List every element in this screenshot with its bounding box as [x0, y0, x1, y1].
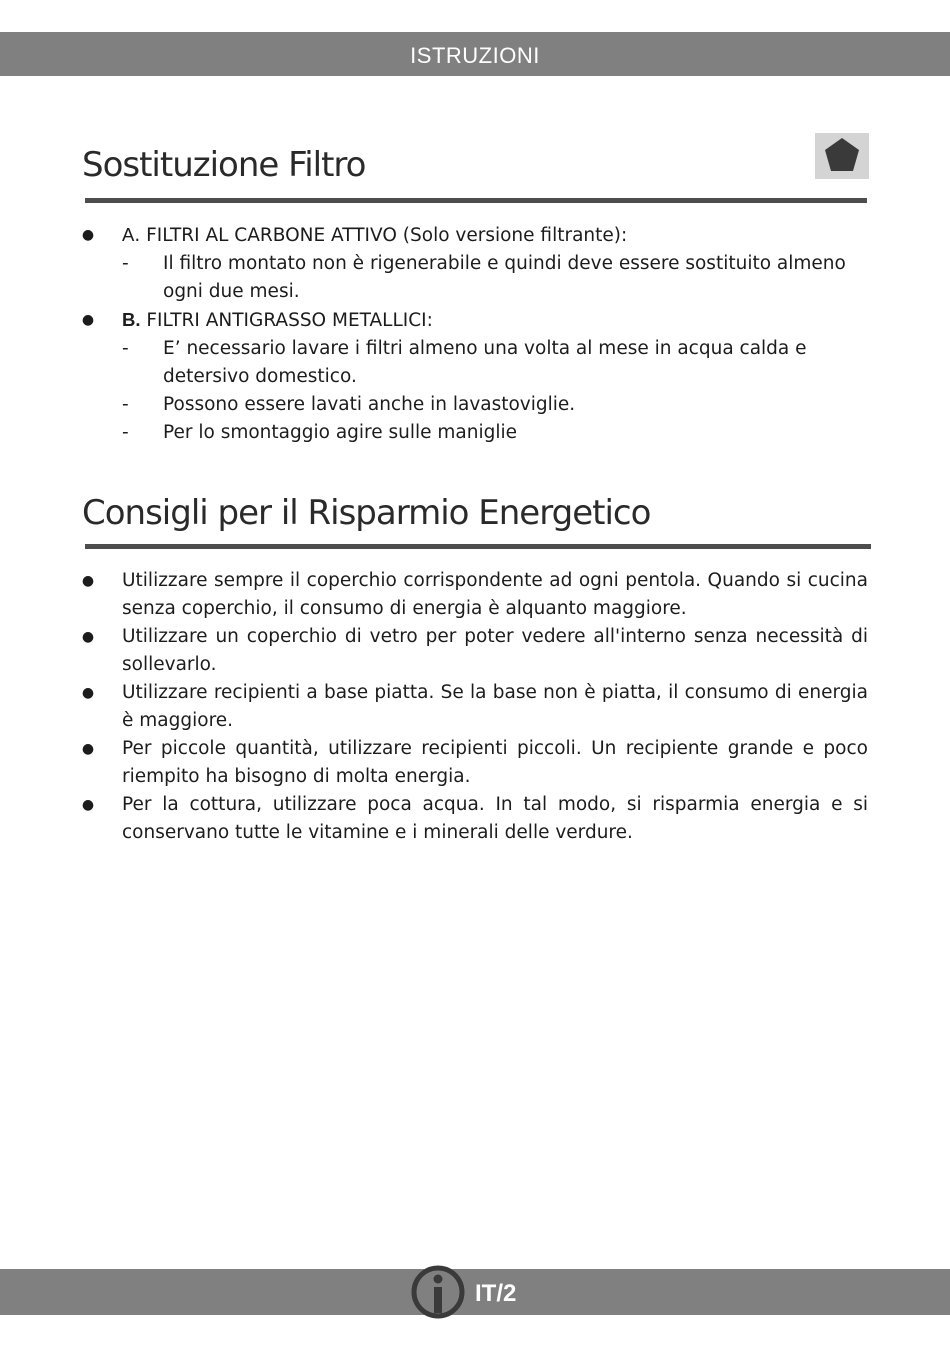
item-letter: A — [122, 224, 135, 245]
dash-icon: - — [122, 422, 129, 443]
list-item — [0, 791, 950, 847]
section-title-filter: Sostituzione Filtro — [82, 145, 366, 185]
sub-item-text: Per lo smontaggio agire sulle maniglie — [163, 422, 518, 443]
sub-item-text: Il filtro montato non è rigenerabile e quindi deve essere sostituito almeno ogni due mesi. — [163, 253, 846, 302]
dash-icon: - — [122, 253, 129, 274]
dash-icon: - — [122, 394, 129, 415]
filter-list — [0, 221, 950, 447]
sub-list-item — [0, 391, 950, 419]
energy-list — [0, 567, 950, 847]
list-item — [0, 735, 950, 791]
pentagon-badge — [815, 133, 869, 179]
header-title: ISTRUZIONI — [410, 43, 540, 68]
list-item — [0, 306, 950, 335]
sub-list-item — [0, 419, 950, 447]
sub-item-text: E’ necessario lavare i filtri almeno una volta al mese in acqua calda e detersivo domestico. — [163, 338, 807, 387]
bullet-icon: ● — [81, 685, 95, 701]
bullet-icon: ● — [81, 629, 95, 645]
section-title-energy: Consigli per il Risparmio Energetico — [82, 493, 651, 533]
sub-list-item — [0, 250, 950, 306]
item-text: Per la cottura, utilizzare poca acqua. In tal modo, si risparmia energia e si conservano tutte le vitamine e i minerali delle verdure. — [122, 794, 868, 843]
item-letter: B. — [122, 309, 141, 330]
page-header — [0, 32, 950, 76]
list-item — [0, 221, 950, 250]
item-text: . FILTRI AL CARBONE ATTIVO (Solo versione filtrante): — [134, 225, 628, 246]
page-number: IT/2 — [475, 1280, 517, 1307]
bullet-icon: ● — [81, 741, 95, 757]
sub-item-text: Possono essere lavati anche in lavastoviglie. — [163, 394, 576, 415]
item-text: FILTRI ANTIGRASSO METALLICI: — [140, 310, 433, 331]
bullet-icon: ● — [81, 797, 95, 813]
pentagon-icon — [815, 133, 869, 179]
bullet-icon: ● — [81, 227, 95, 243]
dash-icon: - — [122, 338, 129, 359]
item-text: Utilizzare un coperchio di vetro per poter vedere all'interno senza necessità di sollevarlo. — [122, 626, 868, 675]
item-text: Per piccole quantità, utilizzare recipienti piccoli. Un recipiente grande e poco riempito ha bisogno di molta energia. — [122, 738, 868, 787]
section-divider — [85, 198, 867, 203]
bullet-icon: ● — [81, 312, 95, 328]
info-icon — [410, 1264, 466, 1320]
item-text: Utilizzare recipienti a base piatta. Se la base non è piatta, il consumo di energia è maggiore. — [122, 682, 868, 731]
bullet-icon: ● — [81, 573, 95, 589]
list-item — [0, 623, 950, 679]
item-text: Utilizzare sempre il coperchio corrispondente ad ogni pentola. Quando si cucina senza coperchio, il consumo di energia è alquanto maggiore. — [122, 570, 868, 619]
list-item — [0, 679, 950, 735]
sub-list-item — [0, 335, 950, 391]
section-divider — [85, 544, 871, 549]
list-item — [0, 567, 950, 623]
